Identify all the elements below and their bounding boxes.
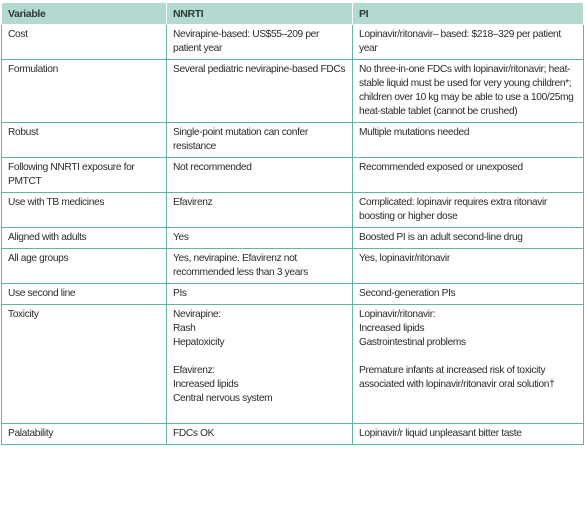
cell-pi — [353, 193, 584, 228]
cell-nnrti — [167, 60, 353, 123]
cell-line: Boosted PI is an adult second-line drug — [359, 232, 523, 243]
cell-line: Central nervous system — [173, 393, 273, 404]
cell-line: Increased lipids — [173, 379, 239, 390]
table-row — [2, 158, 584, 193]
cell-line: Rash — [173, 323, 196, 334]
table-row — [2, 193, 584, 228]
cell-variable: Robust — [2, 123, 167, 158]
cell-pi — [353, 228, 584, 249]
cell-line: Multiple mutations needed — [359, 127, 470, 138]
cell-variable: All age groups — [2, 249, 167, 284]
cell-line: Gastrointestinal problems — [359, 337, 466, 348]
table-row — [2, 228, 584, 249]
cell-nnrti — [167, 25, 353, 60]
cell-line: Nevirapine-based: US$55–209 per patient year — [173, 29, 320, 54]
cell-line: Lopinavir/r liquid unpleasant bitter taste — [359, 428, 522, 439]
cell-pi — [353, 249, 584, 284]
cell-variable: Formulation — [2, 60, 167, 123]
cell-line: Yes — [173, 232, 189, 243]
header-row — [2, 3, 584, 25]
table-body — [2, 25, 584, 445]
table-row — [2, 424, 584, 445]
cell-line: Several pediatric nevirapine-based FDCs — [173, 64, 346, 75]
cell-line: Efavirenz — [173, 197, 213, 208]
cell-line — [359, 350, 577, 364]
header-variable: Variable — [2, 3, 167, 25]
table-row — [2, 60, 584, 123]
header-pi: PI — [353, 3, 584, 25]
cell-nnrti — [167, 305, 353, 424]
cell-variable: Aligned with adults — [2, 228, 167, 249]
cell-pi — [353, 424, 584, 445]
cell-line: Premature infants at increased risk of toxicity associated with lopinavir/ritonavir oral solution† — [359, 365, 555, 390]
cell-line: Lopinavir/ritonavir– based: $218–329 per patient year — [359, 29, 561, 54]
cell-line: Efavirenz: — [173, 365, 215, 376]
cell-nnrti — [167, 249, 353, 284]
cell-line: Lopinavir/ritonavir: — [359, 309, 436, 320]
cell-line: Not recommended — [173, 162, 252, 173]
header-nnrti: NNRTI — [167, 3, 353, 25]
cell-nnrti — [167, 158, 353, 193]
table-row — [2, 123, 584, 158]
cell-variable: Use second line — [2, 284, 167, 305]
cell-line: Recommended exposed or unexposed — [359, 162, 523, 173]
cell-nnrti — [167, 284, 353, 305]
table-row — [2, 25, 584, 60]
cell-pi — [353, 123, 584, 158]
cell-variable: Following NNRTI exposure for PMTCT — [2, 158, 167, 193]
cell-nnrti — [167, 193, 353, 228]
table-row — [2, 284, 584, 305]
cell-variable: Toxicity — [2, 305, 167, 424]
cell-line: Second-generation PIs — [359, 288, 456, 299]
cell-pi — [353, 158, 584, 193]
cell-nnrti — [167, 123, 353, 158]
cell-line: Yes, nevirapine. Efavirenz not recommended less than 3 years — [173, 253, 308, 278]
cell-line — [173, 350, 346, 364]
comparison-table — [1, 2, 584, 445]
cell-line: Complicated: lopinavir requires extra ritonavir boosting or higher dose — [359, 197, 547, 222]
cell-line: PIs — [173, 288, 187, 299]
cell-nnrti — [167, 228, 353, 249]
cell-pi — [353, 284, 584, 305]
table-row — [2, 249, 584, 284]
cell-line: FDCs OK — [173, 428, 215, 439]
cell-line: Increased lipids — [359, 323, 425, 334]
cell-pi — [353, 60, 584, 123]
cell-pi — [353, 25, 584, 60]
cell-variable: Use with TB medicines — [2, 193, 167, 228]
cell-line: No three-in-one FDCs with lopinavir/ritonavir; heat-stable liquid must be used for very young children*; children over 10 kg may be able to use a 100/25mg heat-stable tablet (cannot be crushed) — [359, 64, 574, 117]
cell-nnrti — [167, 424, 353, 445]
cell-pi — [353, 305, 584, 424]
cell-line: Single-point mutation can confer resistance — [173, 127, 308, 152]
cell-line: Nevirapine: — [173, 309, 221, 320]
cell-variable: Palatability — [2, 424, 167, 445]
cell-line: Yes, lopinavir/ritonavir — [359, 253, 450, 264]
table-row — [2, 305, 584, 424]
cell-line: Hepatoxicity — [173, 337, 225, 348]
cell-variable: Cost — [2, 25, 167, 60]
